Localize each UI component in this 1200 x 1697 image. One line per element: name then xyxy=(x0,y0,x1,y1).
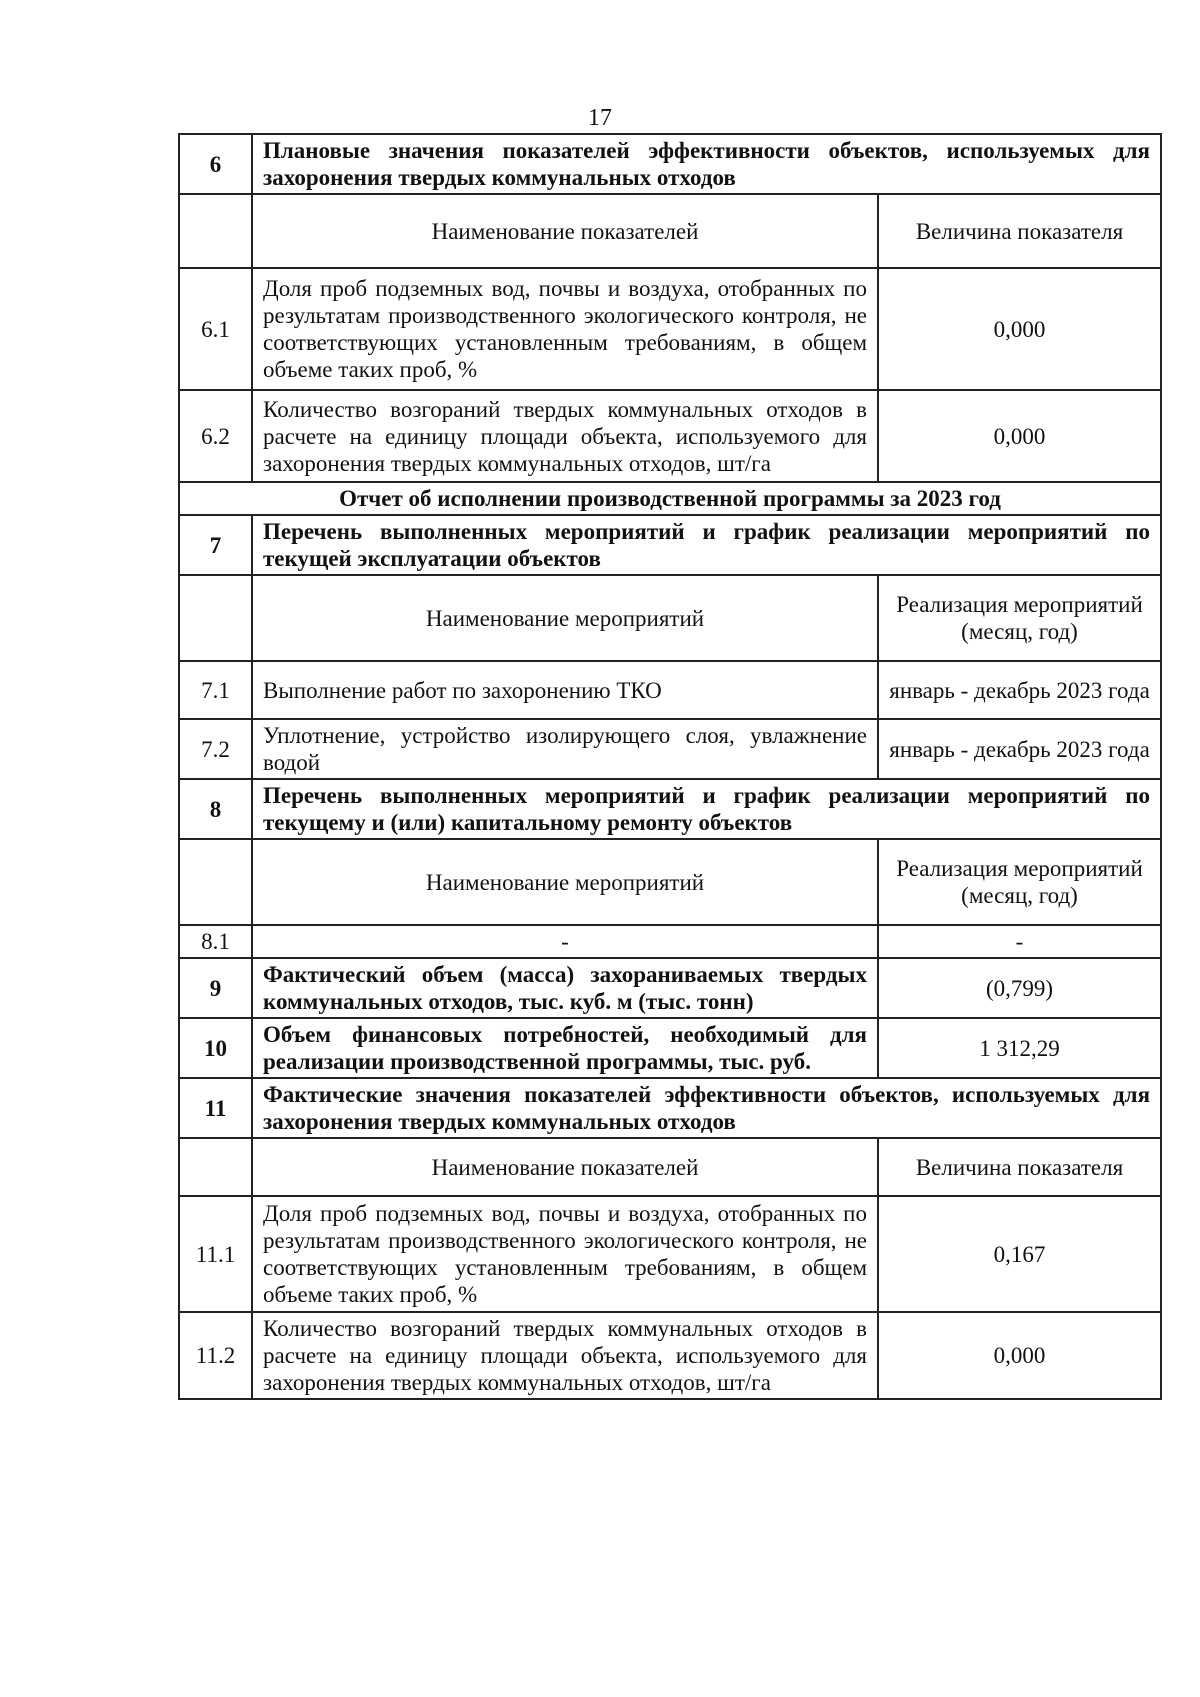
table-row xyxy=(179,719,1161,779)
column-header-value: Реализация мероприятий (месяц, год) xyxy=(878,839,1161,925)
section-11-header-row xyxy=(179,1078,1161,1138)
section-9-row xyxy=(179,958,1161,1018)
section-title: Плановые значения показателей эффективности объектов, используемых для захоронения твердых коммунальных отходов xyxy=(252,134,1161,194)
section-title: Фактический объем (масса) захораниваемых твердых коммунальных отходов, тыс. куб. м (тыс. тонн) xyxy=(252,958,878,1018)
row-value: январь - декабрь 2023 года xyxy=(878,719,1161,779)
section-number: 6 xyxy=(179,134,252,194)
table-row xyxy=(179,390,1161,482)
row-number: 11.2 xyxy=(179,1312,252,1399)
section-title: Перечень выполненных мероприятий и график реализации мероприятий по текущему и (или) капитальному ремонту объектов xyxy=(252,779,1161,839)
row-number: 7.2 xyxy=(179,719,252,779)
section-number: 10 xyxy=(179,1018,252,1078)
row-number: 6.1 xyxy=(179,268,252,390)
section-number: 8 xyxy=(179,779,252,839)
section-title: Перечень выполненных мероприятий и график реализации мероприятий по текущей эксплуатации объектов xyxy=(252,515,1161,575)
row-number: 11.1 xyxy=(179,1196,252,1312)
table-row xyxy=(179,661,1161,719)
column-header-name: Наименование показателей xyxy=(252,194,878,268)
section-8-header-row xyxy=(179,779,1161,839)
column-header-value: Величина показателя xyxy=(878,1138,1161,1196)
column-header-name: Наименование мероприятий xyxy=(252,839,878,925)
row-description: Доля проб подземных вод, почвы и воздуха, отобранных по результатам производственного экологического контроля, не соответствующих установленным требованиям, в общем объеме таких проб, % xyxy=(252,268,878,390)
column-header-row xyxy=(179,839,1161,925)
column-header-name: Наименование мероприятий xyxy=(252,575,878,661)
column-header-name: Наименование показателей xyxy=(252,1138,878,1196)
row-value: январь - декабрь 2023 года xyxy=(878,661,1161,719)
row-value: (0,799) xyxy=(878,958,1161,1018)
section-6-header-row xyxy=(179,134,1161,194)
column-header-row xyxy=(179,194,1161,268)
table-row xyxy=(179,925,1161,958)
report-title: Отчет об исполнении производственной программы за 2023 год xyxy=(179,482,1161,515)
table-row xyxy=(179,1196,1161,1312)
section-number: 11 xyxy=(179,1078,252,1138)
row-number: 7.1 xyxy=(179,661,252,719)
row-description: - xyxy=(252,925,878,958)
row-value: 0,000 xyxy=(878,1312,1161,1399)
column-header-row xyxy=(179,575,1161,661)
row-number: 8.1 xyxy=(179,925,252,958)
section-number: 9 xyxy=(179,958,252,1018)
row-description: Количество возгораний твердых коммунальных отходов в расчете на единицу площади объекта, используемого для захоронения твердых коммунальных отходов, шт/га xyxy=(252,1312,878,1399)
section-title: Объем финансовых потребностей, необходимый для реализации производственной программы, тыс. руб. xyxy=(252,1018,878,1078)
report-title-row xyxy=(179,482,1161,515)
row-description: Уплотнение, устройство изолирующего слоя, увлажнение водой xyxy=(252,719,878,779)
column-header-value: Величина показателя xyxy=(878,194,1161,268)
empty-cell xyxy=(179,1138,252,1196)
row-value: 1 312,29 xyxy=(878,1018,1161,1078)
row-value: - xyxy=(878,925,1161,958)
row-value: 0,167 xyxy=(878,1196,1161,1312)
row-description: Доля проб подземных вод, почвы и воздуха, отобранных по результатам производственного экологического контроля, не соответствующих установленным требованиям, в общем объеме таких проб, % xyxy=(252,1196,878,1312)
column-header-row xyxy=(179,1138,1161,1196)
column-header-value: Реализация мероприятий (месяц, год) xyxy=(878,575,1161,661)
section-10-row xyxy=(179,1018,1161,1078)
section-title: Фактические значения показателей эффективности объектов, используемых для захоронения твердых коммунальных отходов xyxy=(252,1078,1161,1138)
row-value: 0,000 xyxy=(878,268,1161,390)
empty-cell xyxy=(179,575,252,661)
empty-cell xyxy=(179,194,252,268)
empty-cell xyxy=(179,839,252,925)
row-description: Выполнение работ по захоронению ТКО xyxy=(252,661,878,719)
section-number: 7 xyxy=(179,515,252,575)
table-row xyxy=(179,268,1161,390)
table-row xyxy=(179,1312,1161,1399)
section-7-header-row xyxy=(179,515,1161,575)
production-program-table xyxy=(178,133,1162,1400)
row-number: 6.2 xyxy=(179,390,252,482)
page-number: 17 xyxy=(588,105,612,131)
row-value: 0,000 xyxy=(878,390,1161,482)
row-description: Количество возгораний твердых коммунальных отходов в расчете на единицу площади объекта, используемого для захоронения твердых коммунальных отходов, шт/га xyxy=(252,390,878,482)
